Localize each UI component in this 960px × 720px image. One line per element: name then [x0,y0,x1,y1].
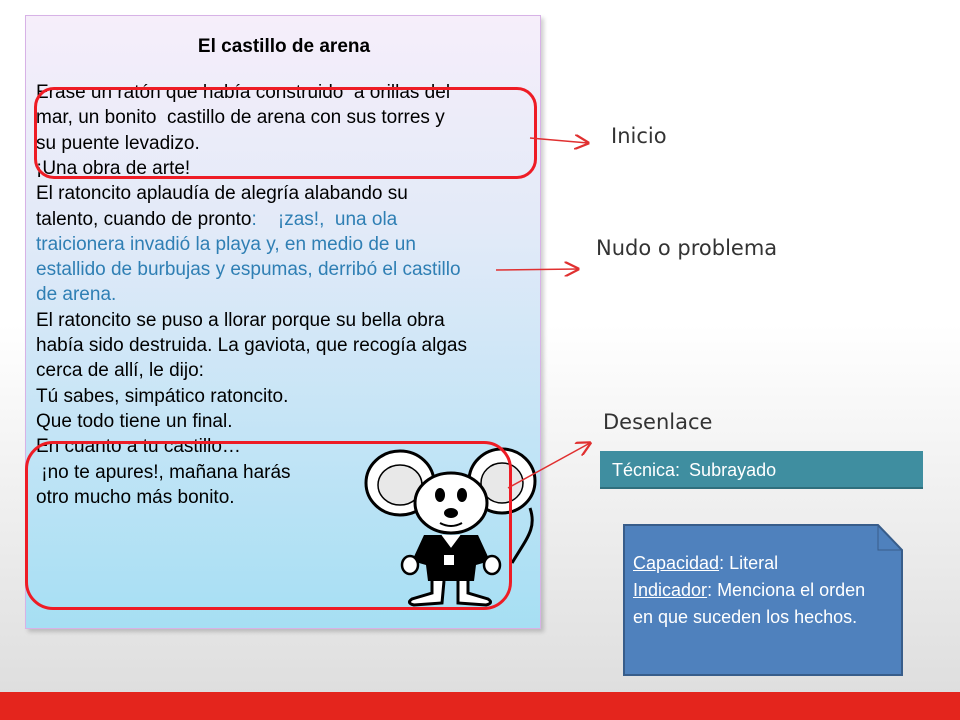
info-text [633,550,888,631]
tecnica-value: Subrayado [689,460,777,480]
capacidad-line [633,550,888,577]
story-line: Tú sabes, simpático ratoncito. [36,385,289,407]
story-line: talento, cuando de pronto: ¡zas!, una ola [36,208,398,230]
story-line: El ratoncito aplaudía de alegría alabando su [36,183,408,205]
label-desenlace: Desenlace [603,410,713,434]
story-line: otro mucho más bonito. [36,486,235,508]
indicador-value: : Menciona el orden en que suceden los hechos. [633,580,866,627]
story-line: En cuanto a tu castillo… [36,436,241,458]
story-line: su puente levadizo. [36,132,200,154]
story-line: El ratoncito se puso a llorar porque su bella obra [36,309,445,331]
capacidad-value: : Literal [719,553,779,573]
arrow-nudo [496,269,578,270]
tecnica-prefix: Técnica: [612,460,681,480]
label-nudo: Nudo o problema [596,236,778,260]
story-line: mar, un bonito castillo de arena con sus torres y [36,107,445,129]
capacidad-label: Capacidad [633,553,720,573]
story-line: ¡no te apures!, mañana harás [36,461,291,483]
story-line: ¡Una obra de arte! [36,157,191,179]
arrow-desenlace [508,443,590,488]
story-title: El castillo de arena [197,36,371,57]
story-line: traicionera invadió la playa y, en medio de un [36,233,416,255]
label-inicio: Inicio [611,124,667,148]
story-line: había sido destruida. La gaviota, que recogía algas [36,335,467,356]
footer-bar [0,692,960,720]
story-line: Que todo tiene un final. [36,410,233,432]
arrow-inicio [530,138,588,143]
indicador-label: Indicador [633,580,708,600]
tecnica-box [600,451,923,489]
story-line: cerca de allí, le dijo: [36,360,204,382]
story-line: de arena. [36,284,117,306]
story-line: estallido de burbujas y espumas, derribó el castillo [36,259,461,281]
indicador-line [633,577,888,631]
story-line: Erase un ratón que había construido a orillas del [36,82,451,103]
